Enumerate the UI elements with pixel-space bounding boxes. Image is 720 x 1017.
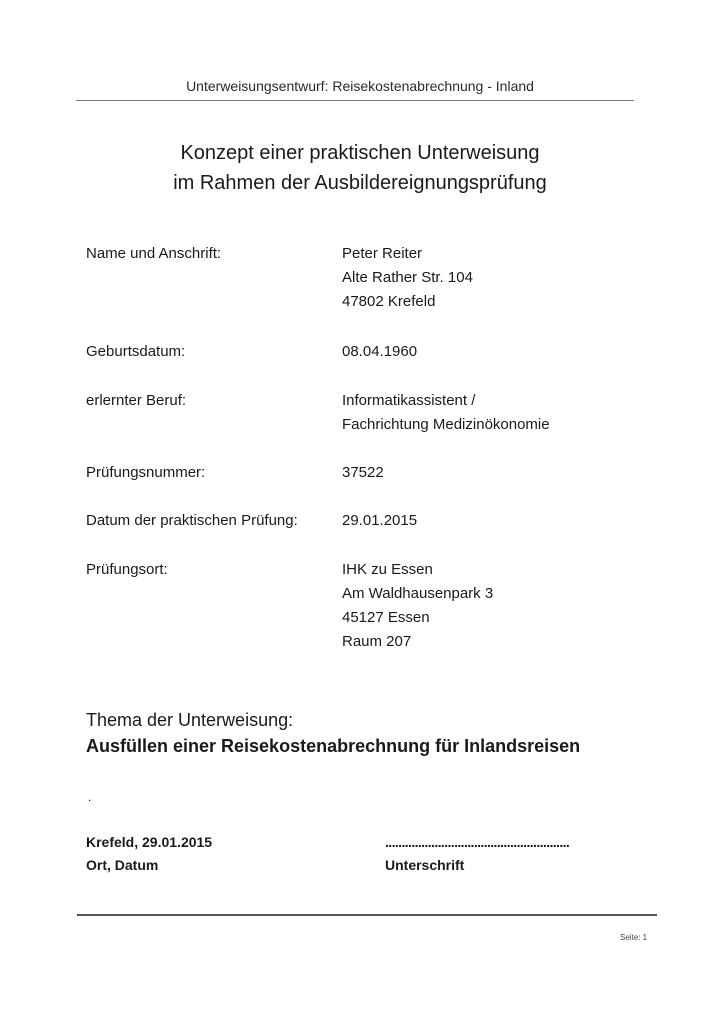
field-value-profession [342, 389, 550, 437]
street: Alte Rather Str. 104 [342, 269, 473, 286]
page-number: Seite: 1 [620, 933, 648, 942]
place-date-label: Ort, Datum [86, 857, 159, 873]
field-label-exam-location: Prüfungsort: [86, 561, 168, 578]
document-title-line-2: im Rahmen der Ausbildereignungsprüfung [173, 172, 547, 194]
field-label-birthdate: Geburtsdatum: [86, 343, 186, 360]
location-name: IHK zu Essen [342, 561, 433, 578]
place-date-value: Krefeld, 29.01.2015 [86, 834, 213, 850]
field-value-exam-date [342, 509, 417, 533]
name: Peter Reiter [342, 245, 423, 262]
location-room: Raum 207 [342, 633, 412, 650]
field-value-exam-location [342, 558, 493, 654]
header-divider [76, 100, 634, 101]
signature-line: ........................................................ [385, 834, 570, 850]
exam-date: 29.01.2015 [342, 512, 418, 529]
field-value-exam-number [342, 461, 384, 485]
field-value-birthdate [342, 340, 417, 364]
birthdate: 08.04.1960 [342, 343, 418, 360]
topic-label: Thema der Unterweisung: [86, 710, 294, 730]
field-label-profession: erlernter Beruf: [86, 392, 187, 409]
city: 47802 Krefeld [342, 293, 436, 310]
profession-line-1: Informatikassistent / [342, 392, 476, 409]
topic-title: Ausfüllen einer Reisekostenabrechnung für Inlandsreisen [86, 736, 581, 756]
field-label-name-address: Name und Anschrift: [86, 245, 222, 262]
location-street: Am Waldhausenpark 3 [342, 585, 494, 602]
stray-mark: . [88, 790, 92, 804]
field-label-exam-date: Datum der praktischen Prüfung: [86, 512, 298, 529]
profession-line-2: Fachrichtung Medizinökonomie [342, 416, 550, 433]
document-title-line-1: Konzept einer praktischen Unterweisung [180, 142, 540, 164]
field-value-name-address [342, 242, 473, 314]
location-city: 45127 Essen [342, 609, 430, 626]
exam-number: 37522 [342, 464, 384, 481]
running-header: Unterweisungsentwurf: Reisekostenabrechnung - Inland [186, 78, 534, 94]
footer-divider [77, 914, 657, 916]
field-label-exam-number: Prüfungsnummer: [86, 464, 206, 481]
signature-label: Unterschrift [385, 857, 465, 873]
